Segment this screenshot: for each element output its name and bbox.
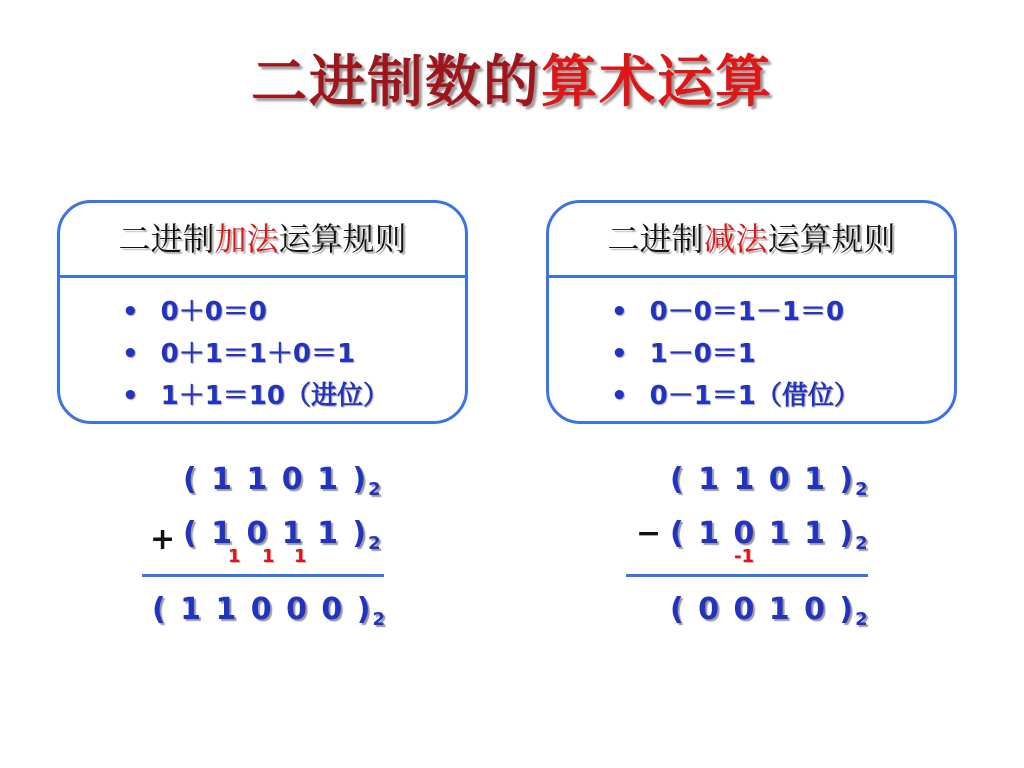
subtraction-result: ( 0 0 1 0 )$_2$ <box>670 592 868 630</box>
minus-operator: − <box>636 516 662 551</box>
carry-digit: 1 <box>228 546 241 567</box>
list-item <box>611 291 860 333</box>
subtraction-rules-list <box>611 291 860 417</box>
subtraction-operand-2: ( 1 0 1 1 )$_2$ <box>670 516 868 554</box>
bullet-icon: • <box>611 339 628 369</box>
list-item <box>122 291 389 333</box>
addition-rules-list <box>122 291 389 417</box>
addition-sum-line <box>142 574 384 577</box>
bullet-icon: • <box>122 381 139 411</box>
subtraction-operand-1: ( 1 1 0 1 )$_2$ <box>670 462 868 500</box>
carry-digit: 1 <box>262 546 275 567</box>
addition-result: ( 1 1 0 0 0 )$_2$ <box>152 592 385 630</box>
list-item <box>122 375 389 417</box>
title-part-1: 二进制数的 <box>251 49 541 115</box>
list-item <box>122 333 389 375</box>
addition-rule: 0＋0＝0 <box>160 297 267 327</box>
addition-rules-card <box>57 200 468 424</box>
page-title <box>0 38 1024 118</box>
plus-operator: + <box>150 522 176 557</box>
addition-operand-1: ( 1 1 0 1 )$_2$ <box>183 462 381 500</box>
addition-operand-2: ( 1 0 1 1 )$_2$ <box>183 516 381 554</box>
list-item <box>611 333 860 375</box>
bullet-icon: • <box>122 339 139 369</box>
title-part-2: 算术运算 <box>541 49 773 115</box>
subtraction-rules-heading <box>549 203 954 278</box>
carry-digit: 1 <box>294 546 307 567</box>
subtraction-rule: 0－1＝1（借位） <box>649 381 860 411</box>
subtraction-rule: 1－0＝1 <box>649 339 756 369</box>
subtraction-rules-card <box>546 200 957 424</box>
bullet-icon: • <box>611 381 628 411</box>
addition-rules-heading <box>60 203 465 278</box>
subtraction-difference-line <box>626 574 868 577</box>
subtraction-heading-suffix: 运算规则 <box>767 220 896 258</box>
borrow-digit: -1 <box>734 546 754 567</box>
addition-heading-keyword: 加法 <box>214 220 279 258</box>
bullet-icon: • <box>611 297 628 327</box>
addition-rule: 1＋1＝10（进位） <box>160 381 389 411</box>
bullet-icon: • <box>122 297 139 327</box>
subtraction-heading-prefix: 二进制 <box>607 220 704 258</box>
addition-heading-prefix: 二进制 <box>118 220 215 258</box>
list-item <box>611 375 860 417</box>
addition-rule: 0＋1＝1＋0＝1 <box>160 339 356 369</box>
subtraction-rule: 0－0＝1－1＝0 <box>649 297 845 327</box>
addition-heading-suffix: 运算规则 <box>278 220 407 258</box>
subtraction-heading-keyword: 减法 <box>703 220 768 258</box>
